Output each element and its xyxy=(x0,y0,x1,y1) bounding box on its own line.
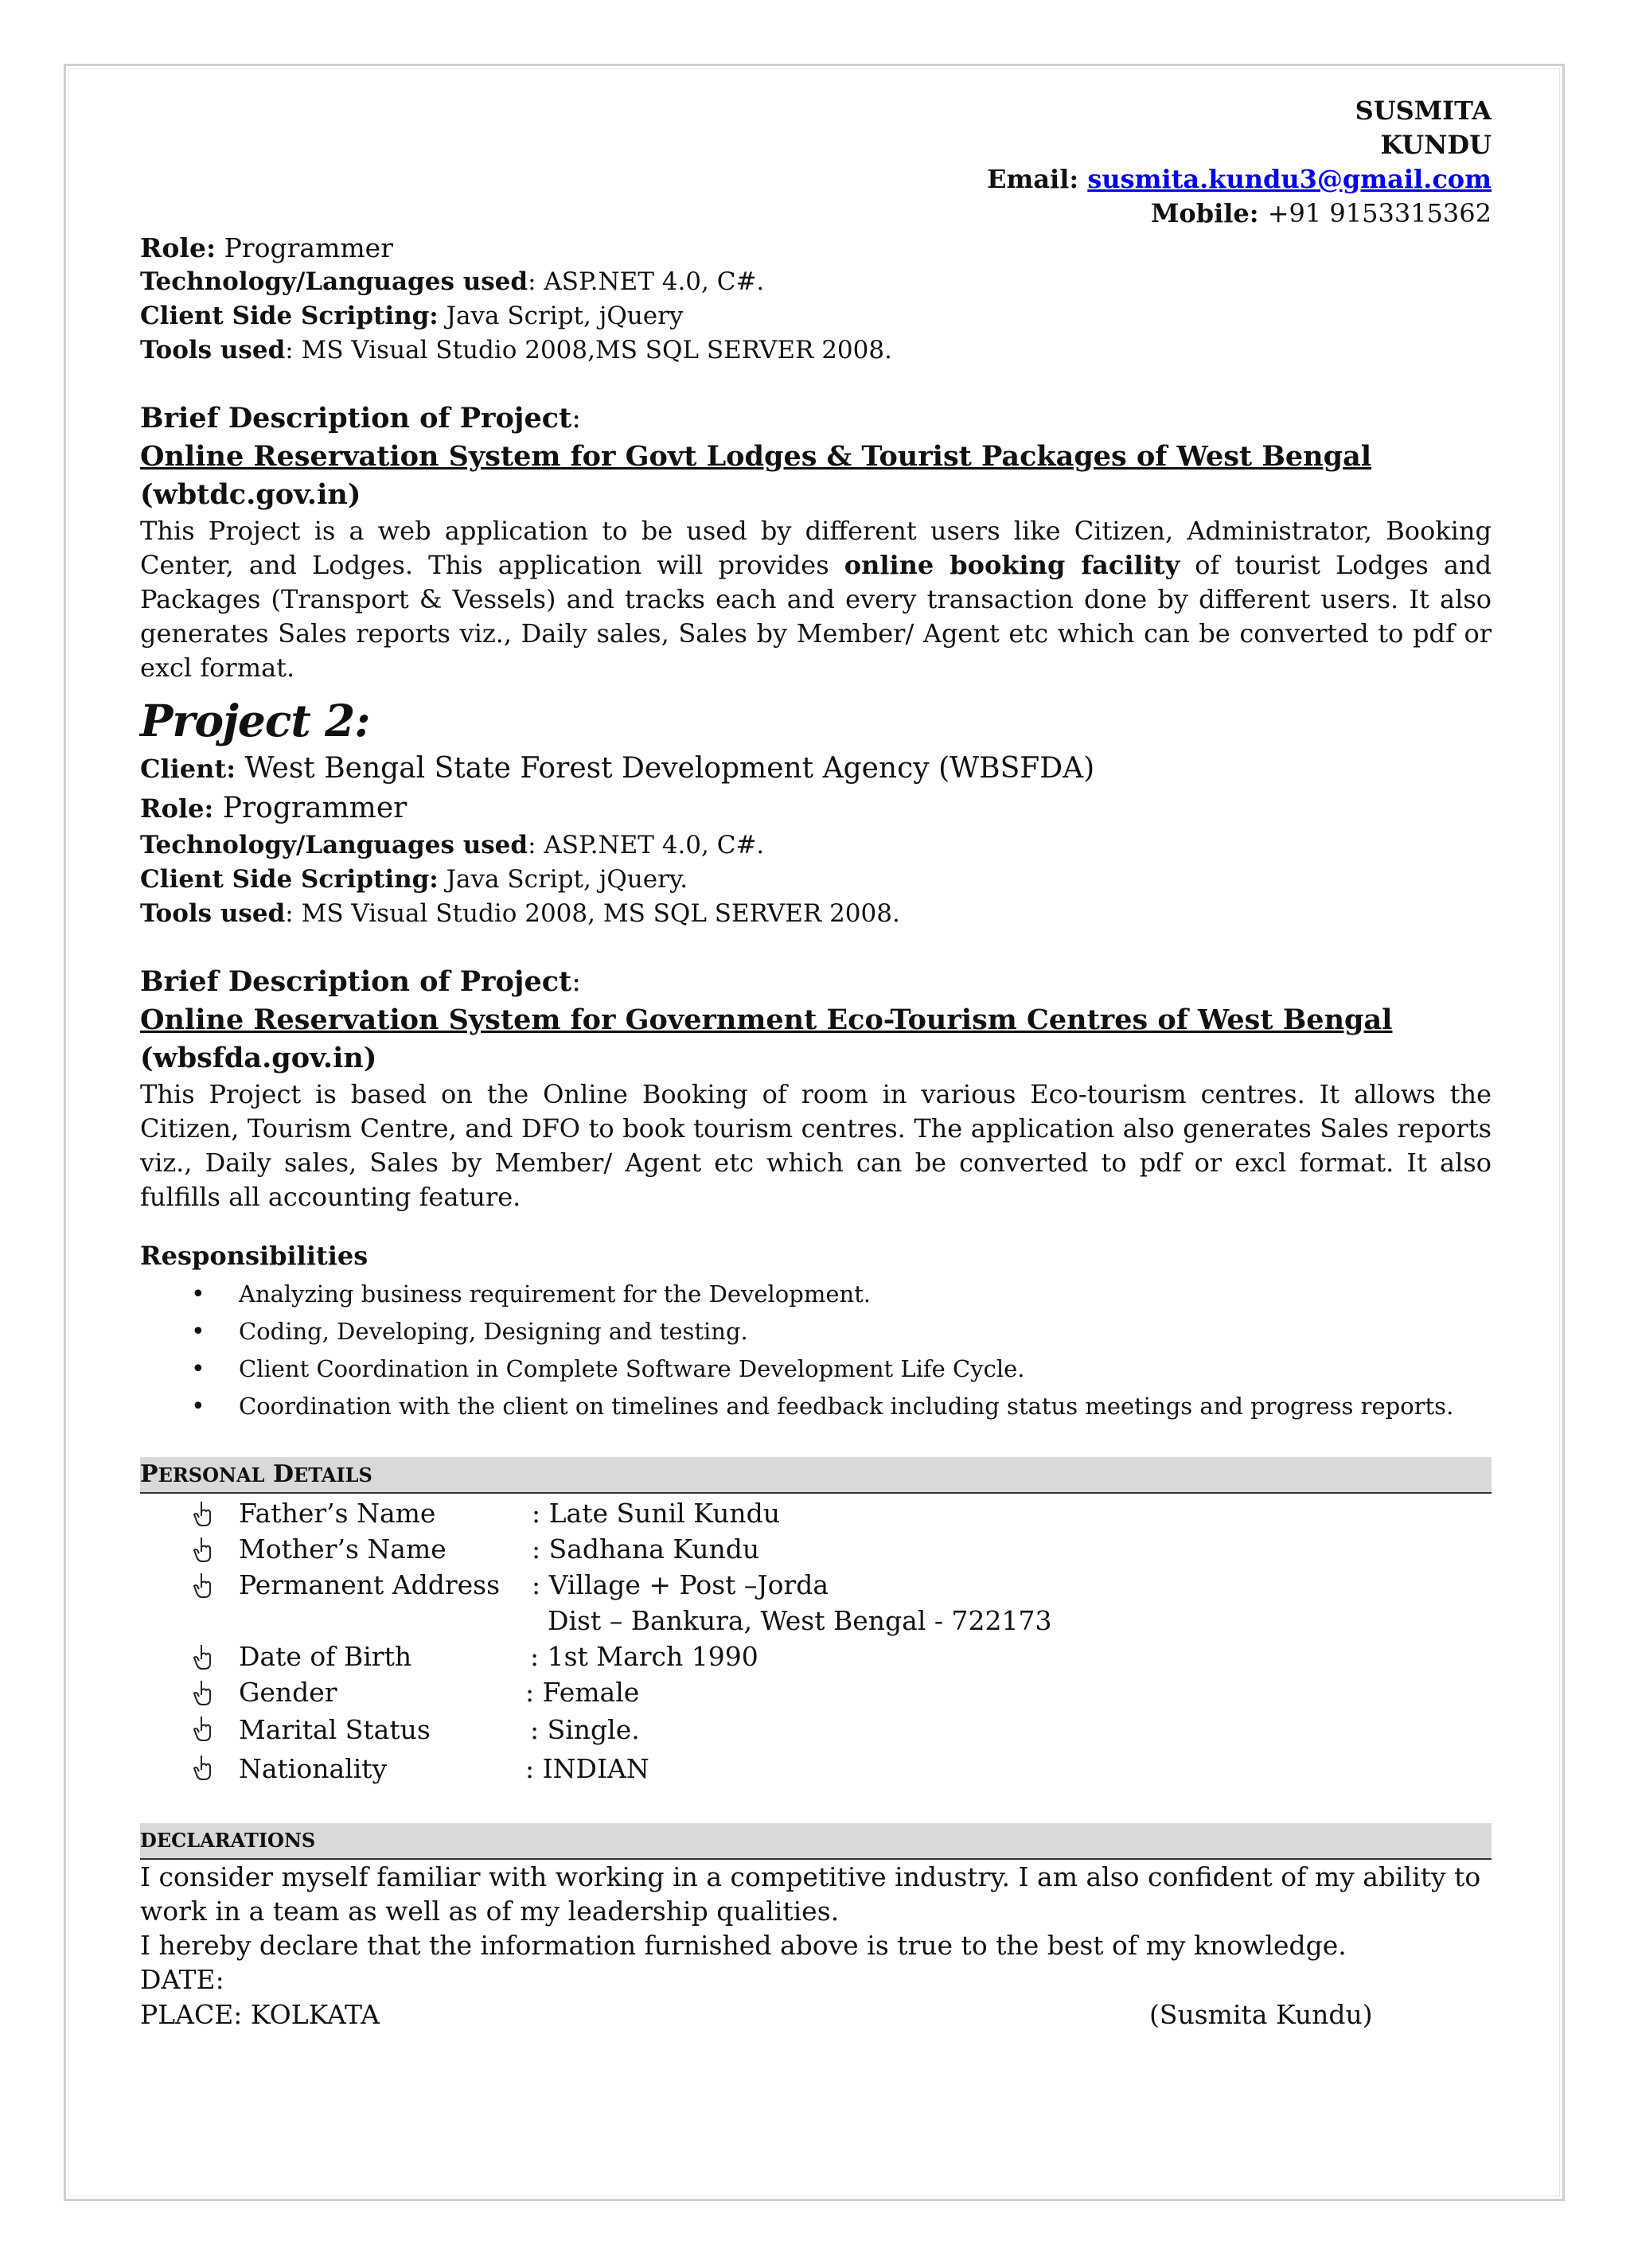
email-line xyxy=(140,162,1492,197)
p2-tech: : ASP.NET 4.0, C#. xyxy=(528,831,765,859)
detail-value: : INDIAN xyxy=(525,1753,649,1784)
place-signature-row xyxy=(140,1997,1492,2033)
detail-label: Date of Birth xyxy=(239,1641,412,1672)
resume-document xyxy=(140,94,1492,2033)
p2-brief-colon: : xyxy=(571,966,582,998)
detail-label: Father’s Name xyxy=(239,1498,436,1529)
detail-row-nationality xyxy=(140,1749,1492,1788)
detail-row-father xyxy=(140,1495,1492,1531)
p2-client: West Bengal State Forest Development Agency (WBSFDA) xyxy=(244,752,1095,785)
responsibility-text: Analyzing business requirement for the Development. xyxy=(239,1280,872,1307)
responsibilities-heading: Responsibilities xyxy=(140,1241,369,1271)
bullet-icon: • xyxy=(191,1280,205,1308)
list-item xyxy=(140,1313,1492,1350)
hand-pointer-icon xyxy=(191,1567,215,1603)
p1-title: Online Reservation System for Govt Lodges & Tourist Packages of West Bengal xyxy=(140,440,1372,473)
detail-row-mother xyxy=(140,1531,1492,1567)
p2-brief-label: Brief Description of Project xyxy=(140,965,572,998)
mobile-line xyxy=(140,197,1492,231)
detail-value: : Village + Post –Jorda xyxy=(532,1569,829,1600)
detail-value: : Female xyxy=(525,1677,640,1708)
detail-row-address xyxy=(140,1567,1492,1603)
bullet-icon: • xyxy=(191,1393,205,1420)
p1-desc-part2: of tourist Lodges and Packages (Transport & Vessels) and tracks each and every transaction done by different users. It also generates Sales reports viz., Daily sales, Sales by Member/ Agent etc which can be converted to pdf or excl format. xyxy=(140,550,1492,683)
detail-value: : Single. xyxy=(530,1714,640,1745)
list-item xyxy=(140,1350,1492,1388)
detail-label: Gender xyxy=(239,1677,337,1708)
place-label: PLACE: KOLKATA xyxy=(140,1999,380,2030)
p2-brief-heading xyxy=(140,963,1492,1001)
p1-desc-part1: This Project is a web application to be used by different users like Citizen, Administrator, Booking Center, and Lodges. This application will provides xyxy=(140,516,1492,580)
p2-client-line xyxy=(140,749,1492,789)
detail-value: : 1st March 1990 xyxy=(530,1641,758,1672)
responsibility-text: Coding, Developing, Designing and testing. xyxy=(239,1318,748,1345)
mobile-value: +91 9153315362 xyxy=(1267,198,1492,228)
list-item xyxy=(140,1388,1492,1425)
project1-details xyxy=(140,231,1492,368)
personal-details-list xyxy=(140,1495,1492,1788)
p1-tools: : MS Visual Studio 2008,MS SQL SERVER 2008. xyxy=(285,336,892,364)
p2-tools-line xyxy=(140,897,1492,931)
p2-tech-line xyxy=(140,828,1492,863)
responsibilities-list xyxy=(140,1276,1492,1425)
declaration-statement: I hereby declare that the information furnished above is true to the best of my knowledge. xyxy=(140,1930,1347,1961)
bullet-icon: • xyxy=(191,1318,205,1346)
p1-client-script-label: Client Side Scripting: xyxy=(140,302,439,330)
p2-client-script-line xyxy=(140,863,1492,897)
signature-name: (Susmita Kundu) xyxy=(1149,1999,1373,2030)
p1-title-line xyxy=(140,438,1492,514)
p2-description: This Project is based on the Online Booking of room in various Eco-tourism centres. It allows the Citizen, Tourism Centre, and DFO to book tourism centres. The application also generates Sales reports viz., Daily sales, Sales by Member/ Agent etc which can be converted to pdf or excl format. It also fulfills all accounting feature. xyxy=(140,1079,1492,1212)
detail-value: : Late Sunil Kundu xyxy=(532,1498,781,1529)
p2-site: (wbsfda.gov.in) xyxy=(140,1042,377,1074)
p2-role-line xyxy=(140,789,1492,828)
personal-title-p: P xyxy=(140,1460,158,1488)
p2-role-label: Role: xyxy=(140,793,214,824)
p1-tools-line xyxy=(140,333,1492,368)
p2-client-script-label: Client Side Scripting: xyxy=(140,865,439,894)
p2-tools-label: Tools used xyxy=(140,899,286,928)
bullet-icon: • xyxy=(191,1355,205,1383)
p1-client-script: Java Script, jQuery xyxy=(446,302,684,330)
p1-tech: : ASP.NET 4.0, C#. xyxy=(528,267,765,296)
p1-role-line xyxy=(140,231,1492,265)
p2-role: Programmer xyxy=(222,792,408,824)
detail-row-gender xyxy=(140,1674,1492,1710)
project2-heading: Project 2: xyxy=(140,695,370,746)
p2-tech-label: Technology/Languages used xyxy=(140,831,528,859)
hand-pointer-icon xyxy=(191,1749,215,1785)
project2-brief xyxy=(140,963,1492,1214)
detail-row-marital xyxy=(140,1710,1492,1749)
personal-title-ersonal: ERSONAL xyxy=(158,1463,265,1487)
mobile-label: Mobile: xyxy=(1150,198,1259,228)
detail-label: Permanent Address xyxy=(239,1569,501,1600)
personal-title-etails: ETAILS xyxy=(293,1463,372,1487)
hand-pointer-icon xyxy=(191,1531,215,1567)
p1-description xyxy=(140,514,1492,685)
p1-site: (wbtdc.gov.in) xyxy=(140,478,361,511)
hand-pointer-icon xyxy=(191,1639,215,1674)
responsibility-text: Client Coordination in Complete Software Development Life Cycle. xyxy=(239,1355,1025,1382)
detail-label: Marital Status xyxy=(239,1714,431,1745)
p1-tech-line xyxy=(140,265,1492,299)
p2-title-line xyxy=(140,1001,1492,1077)
personal-title-d: D xyxy=(272,1460,294,1488)
p1-tech-label: Technology/Languages used xyxy=(140,267,528,296)
personal-details-heading xyxy=(140,1457,1492,1494)
last-name: KUNDU xyxy=(1380,130,1492,160)
project1-brief xyxy=(140,399,1492,685)
p1-tools-label: Tools used xyxy=(140,336,286,364)
p1-desc-bold: online booking facility xyxy=(844,550,1180,580)
detail-row-address-2 xyxy=(140,1603,1492,1639)
detail-row-dob xyxy=(140,1639,1492,1674)
list-item xyxy=(140,1276,1492,1313)
p1-brief-heading xyxy=(140,399,1492,438)
p1-brief-colon: : xyxy=(571,403,582,435)
p1-role: Programmer xyxy=(224,232,393,263)
hand-pointer-icon xyxy=(191,1710,215,1746)
p2-client-label: Client: xyxy=(140,754,236,784)
email-link[interactable]: susmita.kundu3@gmail.com xyxy=(1087,164,1492,194)
p1-brief-label: Brief Description of Project xyxy=(140,402,572,435)
p1-role-label: Role: xyxy=(140,232,216,263)
responsibility-text: Coordination with the client on timelines and feedback including status meetings and progress reports. xyxy=(239,1393,1454,1420)
detail-value: Dist – Bankura, West Bengal - 722173 xyxy=(548,1605,1052,1636)
contact-header xyxy=(140,94,1492,231)
hand-pointer-icon xyxy=(191,1674,215,1710)
p1-client-script-line xyxy=(140,299,1492,333)
p2-title: Online Reservation System for Government Eco-Tourism Centres of West Bengal xyxy=(140,1003,1393,1036)
detail-label: Mother’s Name xyxy=(239,1533,446,1565)
p2-tools: : MS Visual Studio 2008, MS SQL SERVER 2008. xyxy=(285,899,900,928)
date-label: DATE: xyxy=(140,1964,224,1995)
p2-client-script: Java Script, jQuery. xyxy=(446,865,688,894)
hand-pointer-icon xyxy=(191,1495,215,1531)
detail-value: : Sadhana Kundu xyxy=(532,1533,760,1565)
email-label: Email: xyxy=(987,164,1079,194)
declarations-heading: DECLARATIONS xyxy=(140,1823,1492,1860)
detail-label: Nationality xyxy=(239,1753,388,1784)
declaration-text: I consider myself familiar with working in a competitive industry. I am also confident of my ability to work in a team as well as of my leadership qualities. xyxy=(140,1861,1481,1927)
first-name: SUSMITA xyxy=(1355,95,1492,126)
